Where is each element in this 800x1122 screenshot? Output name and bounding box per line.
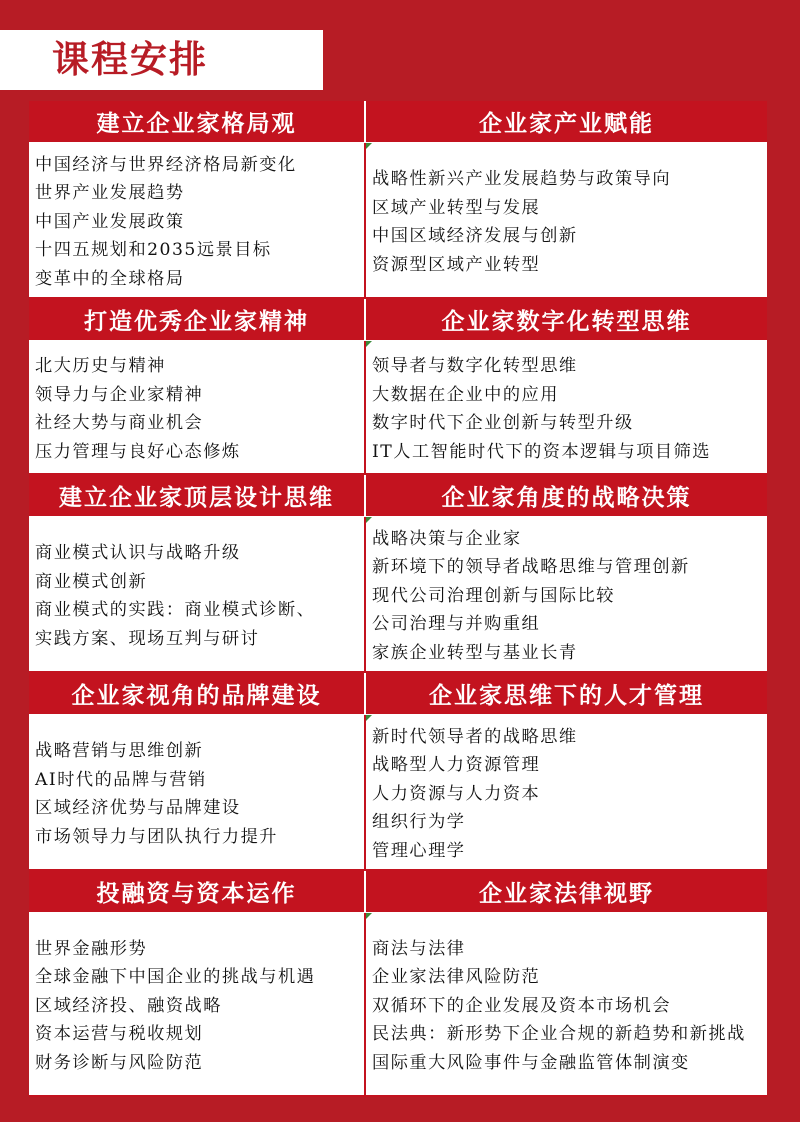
topic-item: 区域经济优势与品牌建设 [35,798,241,818]
topic-item: 领导者与数字化转型思维 [372,356,578,376]
module-topics [29,517,366,673]
topic-item: 区域产业转型与发展 [372,197,541,218]
topic-item: 新环境下的领导者战略思维与管理创新 [372,557,690,578]
topic-item: 数字时代下企业创新与转型升级 [372,413,634,433]
topic-item: 世界产业发展趋势 [35,183,185,204]
topic-item: 新时代领导者的战略思维 [372,726,578,747]
topic-item: 中国产业发展政策 [35,211,185,232]
topic-item: 战略营销与思维创新 [35,741,204,761]
topic-item: 民法典：新形势下企业合规的新趋势和新挑战 [372,1024,746,1045]
page-header [0,30,323,90]
module-title: 企业家数字化转型思维 [366,299,767,341]
topic-item: 家族企业转型与基业长青 [372,642,578,663]
course-grid [29,101,767,1097]
topic-item: 战略决策与企业家 [372,528,522,549]
page-title: 课程安排 [52,38,208,81]
topic-item: 商业模式的实践：商业模式诊断、 [35,600,316,620]
topic-item: 变革中的全球格局 [35,268,185,289]
topic-item: IT人工智能时代下的资本逻辑与项目筛选 [372,441,711,462]
module-topics [366,715,767,871]
course-panel [29,101,767,1097]
topic-item: 十四五规划和2035远景目标 [35,240,272,261]
topic-item: 管理心理学 [372,840,466,861]
module-topics [366,341,767,475]
topic-item: 压力管理与良好心态修炼 [35,441,241,462]
topic-item: 大数据在企业中的应用 [372,384,559,405]
module-topics [29,143,366,299]
module-title: 企业家思维下的人才管理 [366,673,767,715]
topic-item: 世界金融形势 [35,938,148,959]
topic-item: 人力资源与人力资本 [372,783,541,804]
topic-item: 公司治理与并购重组 [372,614,541,635]
topic-item: 北大历史与精神 [35,356,166,376]
module-topics [29,341,366,475]
topic-item: 战略性新兴产业发展趋势与政策导向 [372,169,672,189]
module-topics [366,143,767,299]
topic-item: 商法与法律 [372,938,466,959]
module-title: 建立企业家格局观 [29,101,366,143]
module-title: 企业家视角的品牌建设 [29,673,366,715]
topic-item: 企业家法律风险防范 [372,967,541,988]
topic-item: 领导力与企业家精神 [35,384,204,405]
module-title: 企业家角度的战略决策 [366,475,767,517]
topic-item: 中国经济与世界经济格局新变化 [35,154,297,175]
topic-item: 商业模式创新 [35,571,148,592]
topic-item: 商业模式认识与战略升级 [35,543,241,563]
topic-item: 财务诊断与风险防范 [35,1052,204,1073]
module-title: 企业家法律视野 [366,871,767,913]
topic-item: 现代公司治理创新与国际比较 [372,585,615,606]
topic-item: 实践方案、现场互判与研讨 [35,628,260,649]
module-title: 建立企业家顶层设计思维 [29,475,366,517]
module-topics [29,913,366,1097]
topic-item: 组织行为学 [372,812,466,833]
module-topics [29,715,366,871]
module-title: 打造优秀企业家精神 [29,299,366,341]
module-title: 投融资与资本运作 [29,871,366,913]
topic-item: 中国区域经济发展与创新 [372,226,578,246]
topic-item: 国际重大风险事件与金融监管体制演变 [372,1052,690,1073]
module-topics [366,913,767,1097]
topic-item: 全球金融下中国企业的挑战与机遇 [35,967,316,988]
module-topics [366,517,767,673]
topic-item: 市场领导力与团队执行力提升 [35,826,278,847]
topic-item: 战略型人力资源管理 [372,755,541,776]
topic-item: AI时代的品牌与营销 [35,769,207,790]
module-title: 企业家产业赋能 [366,101,767,143]
topic-item: 双循环下的企业发展及资本市场机会 [372,995,672,1016]
topic-item: 资源型区域产业转型 [372,254,541,275]
topic-item: 区域经济投、融资战略 [35,995,222,1016]
topic-item: 资本运营与税收规划 [35,1024,204,1045]
topic-item: 社经大势与商业机会 [35,413,204,433]
